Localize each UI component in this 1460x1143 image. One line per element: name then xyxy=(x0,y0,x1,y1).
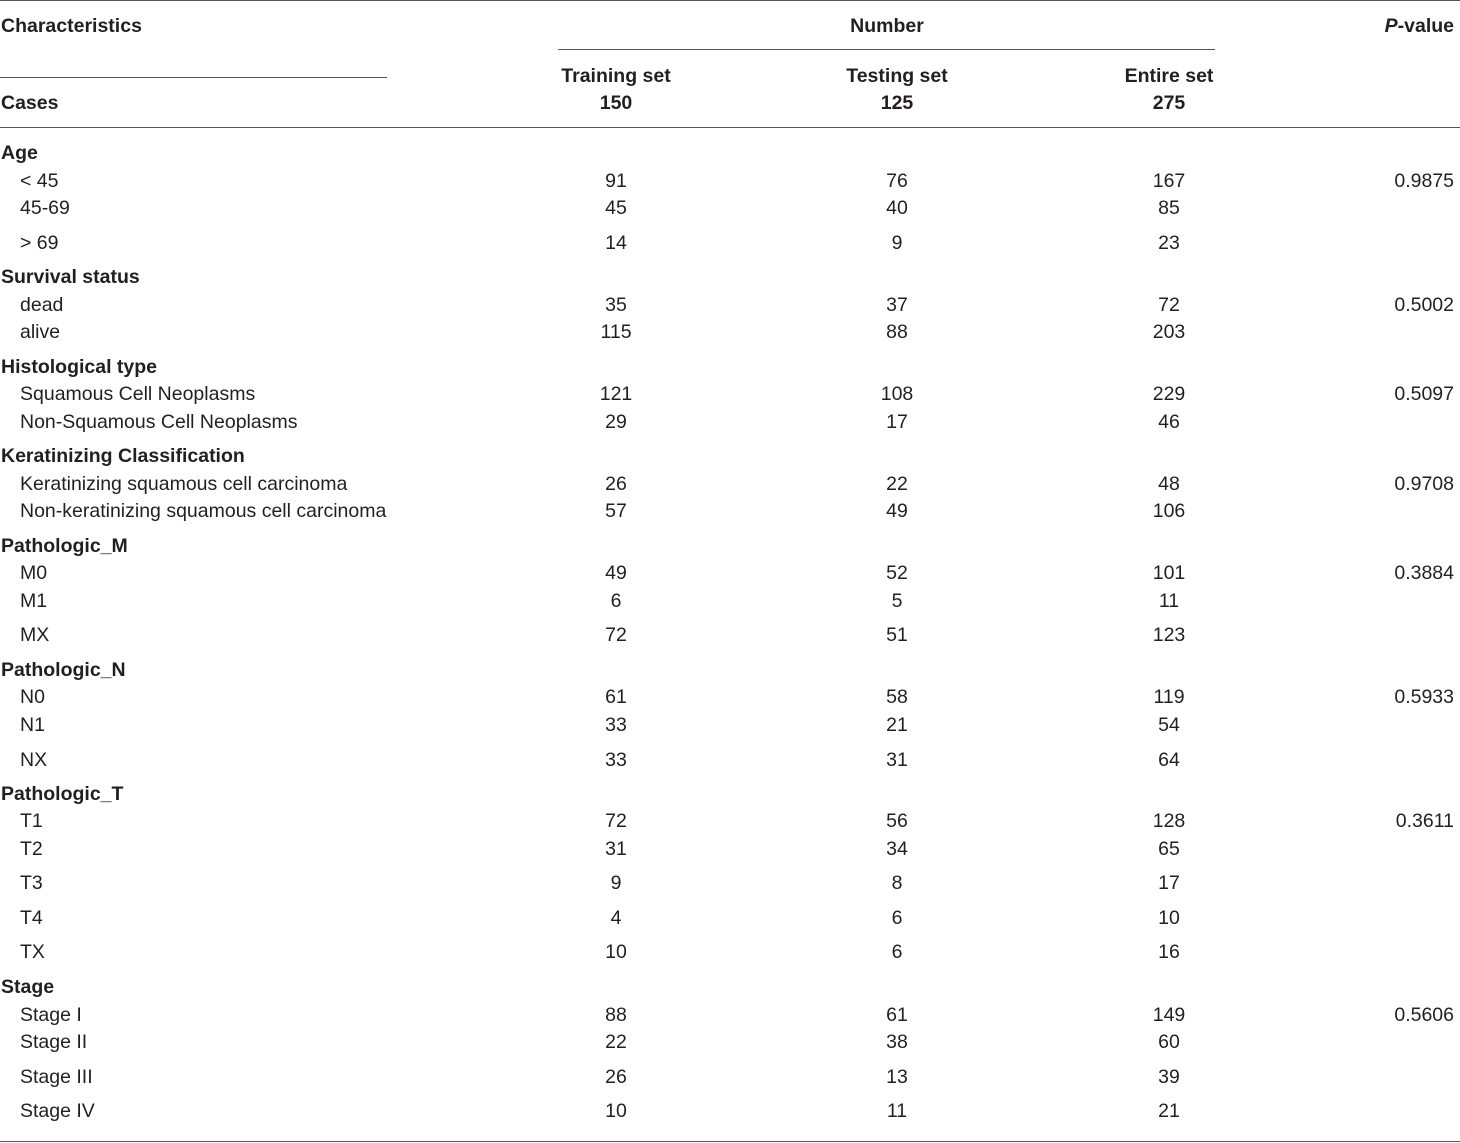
training-value: 10 xyxy=(605,1100,627,1122)
row-label: > 69 xyxy=(20,232,59,254)
row-label: T3 xyxy=(20,872,43,894)
testing-value: 9 xyxy=(891,232,903,254)
training-value: 91 xyxy=(605,170,627,192)
row-label: M1 xyxy=(20,590,48,612)
training-value: 88 xyxy=(605,1004,627,1026)
training-value: 121 xyxy=(599,383,633,405)
entire-value: 17 xyxy=(1158,872,1180,894)
training-value: 45 xyxy=(605,197,627,219)
training-value: 49 xyxy=(605,562,627,584)
p-rest: -value xyxy=(1397,15,1454,37)
section-title: Keratinizing Classification xyxy=(1,445,245,467)
entire-value: 21 xyxy=(1158,1100,1180,1122)
training-value: 35 xyxy=(605,294,627,316)
entire-value: 229 xyxy=(1152,383,1186,405)
entire-value: 60 xyxy=(1158,1031,1180,1053)
header-characteristics: Characteristics xyxy=(1,15,142,37)
testing-value: 108 xyxy=(880,383,914,405)
training-value: 29 xyxy=(605,411,627,433)
section-title: Pathologic_N xyxy=(1,659,126,681)
training-value: 22 xyxy=(605,1031,627,1053)
col-entire-n: 275 xyxy=(1152,92,1186,114)
training-value: 4 xyxy=(610,907,622,929)
row-label: alive xyxy=(20,321,61,343)
testing-value: 52 xyxy=(886,562,908,584)
p-value: 0.9875 xyxy=(1394,170,1454,192)
training-value: 115 xyxy=(600,321,632,343)
training-value: 26 xyxy=(605,473,627,495)
entire-value: 149 xyxy=(1152,1004,1186,1026)
training-value: 6 xyxy=(610,590,622,612)
testing-value: 13 xyxy=(886,1066,908,1088)
testing-value: 5 xyxy=(891,590,903,612)
training-value: 14 xyxy=(605,232,627,254)
col-testing-name: Testing set xyxy=(846,65,948,87)
p-value: 0.5933 xyxy=(1394,686,1454,708)
section-title: Histological type xyxy=(1,356,158,378)
entire-value: 46 xyxy=(1158,411,1180,433)
section-title: Survival status xyxy=(1,266,140,288)
row-label: Stage I xyxy=(20,1004,82,1026)
row-label: T4 xyxy=(20,907,43,929)
row-label: TX xyxy=(20,941,45,963)
training-value: 72 xyxy=(605,624,627,646)
p-value: 0.5606 xyxy=(1394,1004,1454,1026)
training-value: 9 xyxy=(610,872,622,894)
col-testing-n: 125 xyxy=(880,92,914,114)
entire-value: 39 xyxy=(1158,1066,1180,1088)
entire-value: 54 xyxy=(1158,714,1180,736)
testing-value: 31 xyxy=(886,749,908,771)
training-value: 57 xyxy=(605,500,627,522)
entire-value: 48 xyxy=(1158,473,1180,495)
entire-value: 128 xyxy=(1152,810,1186,832)
entire-value: 16 xyxy=(1158,941,1180,963)
p-value: 0.3884 xyxy=(1394,562,1454,584)
entire-value: 119 xyxy=(1153,686,1185,708)
testing-value: 51 xyxy=(886,624,908,646)
p-value: 0.3611 xyxy=(1395,810,1454,832)
header-cases: Cases xyxy=(1,92,59,114)
testing-value: 56 xyxy=(886,810,908,832)
col-training-n: 150 xyxy=(599,92,633,114)
entire-value: 106 xyxy=(1152,500,1186,522)
row-label: Non-Squamous Cell Neoplasms xyxy=(20,411,298,433)
testing-value: 49 xyxy=(886,500,908,522)
row-label: Stage II xyxy=(20,1031,88,1053)
p-value: 0.5097 xyxy=(1394,383,1454,405)
entire-value: 23 xyxy=(1158,232,1180,254)
entire-value: 85 xyxy=(1158,197,1180,219)
row-label: M0 xyxy=(20,562,48,584)
row-label: Keratinizing squamous cell carcinoma xyxy=(20,473,348,495)
col-training-name: Training set xyxy=(561,65,671,87)
testing-value: 88 xyxy=(886,321,908,343)
p-value: 0.9708 xyxy=(1394,473,1454,495)
section-title: Pathologic_T xyxy=(1,783,124,805)
row-label: Stage IV xyxy=(20,1100,95,1122)
training-value: 10 xyxy=(605,941,627,963)
col-entire-name: Entire set xyxy=(1124,65,1214,87)
row-label: 45-69 xyxy=(20,197,70,219)
entire-value: 72 xyxy=(1158,294,1180,316)
p-italic: P xyxy=(1384,15,1398,37)
header-number: Number xyxy=(850,15,924,37)
testing-value: 17 xyxy=(886,411,908,433)
training-value: 33 xyxy=(605,714,627,736)
testing-value: 22 xyxy=(886,473,908,495)
row-label: < 45 xyxy=(20,170,59,192)
testing-value: 34 xyxy=(886,838,908,860)
testing-value: 37 xyxy=(886,294,908,316)
row-label: MX xyxy=(20,624,50,646)
entire-value: 11 xyxy=(1158,590,1180,612)
section-title: Pathologic_M xyxy=(1,535,128,557)
row-label: dead xyxy=(20,294,64,316)
testing-value: 76 xyxy=(886,170,908,192)
row-label: Non-keratinizing squamous cell carcinoma xyxy=(20,500,387,522)
row-label: T1 xyxy=(20,810,43,832)
entire-value: 203 xyxy=(1152,321,1186,343)
testing-value: 58 xyxy=(886,686,908,708)
row-label: T2 xyxy=(20,838,43,860)
entire-value: 101 xyxy=(1152,562,1186,584)
training-value: 61 xyxy=(605,686,627,708)
testing-value: 38 xyxy=(886,1031,908,1053)
training-value: 33 xyxy=(605,749,627,771)
training-value: 31 xyxy=(605,838,627,860)
row-label: Squamous Cell Neoplasms xyxy=(20,383,256,405)
testing-value: 21 xyxy=(886,714,908,736)
row-label: NX xyxy=(20,749,48,771)
testing-value: 6 xyxy=(891,907,903,929)
training-value: 26 xyxy=(605,1066,627,1088)
testing-value: 6 xyxy=(891,941,903,963)
testing-value: 11 xyxy=(886,1100,908,1122)
entire-value: 123 xyxy=(1152,624,1186,646)
testing-value: 8 xyxy=(891,872,903,894)
testing-value: 40 xyxy=(886,197,908,219)
row-label: N0 xyxy=(20,686,45,708)
p-value: 0.5002 xyxy=(1394,294,1454,316)
testing-value: 61 xyxy=(886,1004,908,1026)
entire-value: 10 xyxy=(1158,907,1180,929)
row-label: Stage III xyxy=(20,1066,93,1088)
section-title: Age xyxy=(1,142,38,164)
entire-value: 64 xyxy=(1158,749,1180,771)
section-title: Stage xyxy=(1,976,55,998)
row-label: N1 xyxy=(20,714,45,736)
entire-value: 167 xyxy=(1152,170,1186,192)
training-value: 72 xyxy=(605,810,627,832)
entire-value: 65 xyxy=(1158,838,1180,860)
